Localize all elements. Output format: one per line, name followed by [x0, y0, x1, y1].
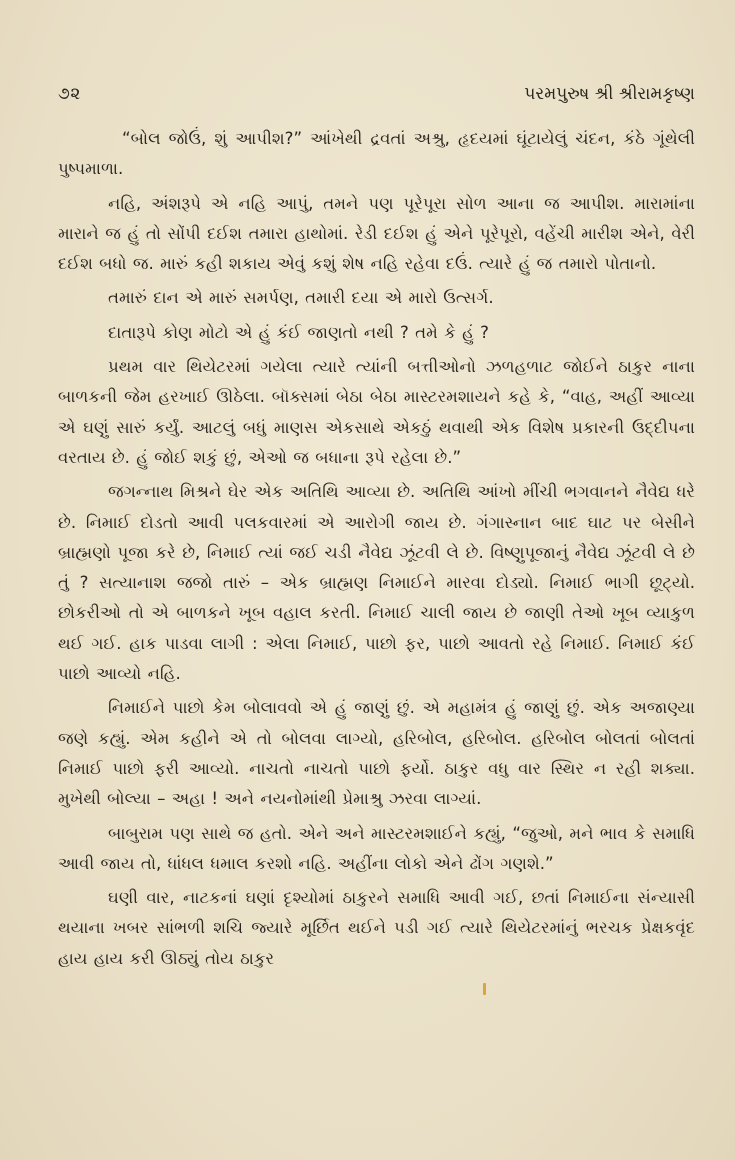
body-text [58, 124, 695, 978]
paragraph: નહિ, અંશરૂપે એ નહિ આપું, તમને પણ પૂરેપૂરા સોળ આના જ આપીશ. મારામાંના મારાને જ હું તો સોંપી દઈશ તમારા હાથોમાં. રેડી દઈશ હું એને પૂરેપૂરો, વહેંચી મારીશ એને, વેરી દઈશ બધો જ. મારું કહી શકાય એવું કશું શેષ નહિ રહેવા દઉં. ત્યારે હું જ તમારો પોતાનો. [58, 193, 695, 274]
paragraph: “બોલ જોઉં, શું આપીશ?” આંખેથી દ્રવતાં અશ્રુ, હૃદયમાં ઘૂંટાયેલું ચંદન, કંઠે ગૂંથેલી પુષ્પમાળા. [58, 129, 695, 179]
paragraph: જગન્નાથ મિશ્રને ઘેર એક અતિથિ આવ્યા છે. અતિથિ આંખો મીંચી ભગવાનને નૈવેદ્ય ધરે છે. નિમાઈ દોડતો આવી પલકવારમાં એ આરોગી જાય છે. ગંગાસ્નાન બાદ ઘાટ પર બેસીને બ્રાહ્મણો પૂજા કરે છે, નિમાઈ ત્યાં જઈ ચડી નૈવેદ્ય ઝૂંટવી લે છે. વિષ્ણુપૂજાનું નૈવેદ્ય ઝૂંટવી લે છે તું ? સત્યાનાશ જજો તારું – એક બ્રાહ્મણ નિમાઈને મારવા દોડ્યો. નિમાઈ ભાગી છૂટ્યો. છોકરીઓ તો એ બાળકને ખૂબ વહાલ કરતી. નિમાઈ ચાલી જાય છે જાણી તેઓ ખૂબ વ્યાકુળ થઈ ગઈ. હાક પાડવા લાગી : એલા નિમાઈ, પાછો ફર, પાછો આવતો રહે નિમાઈ. નિમાઈ કંઈ પાછો આવ્યો નહિ. [58, 482, 695, 684]
page-number: ૭૨ [58, 84, 81, 104]
paragraph: પ્રથમ વાર થિયેટરમાં ગયેલા ત્યારે ત્યાંની બત્તીઓનો ઝળહળાટ જોઈને ઠાકુર નાના બાળકની જેમ હરખાઈ ઊઠેલા. બૉક્સમાં બેઠા બેઠા માસ્ટરમશાયને કહે કે, “વાહ, અહીં આવ્યા એ ઘણું સારું કર્યું. આટલું બધું માણસ એકસાથે એકઠું થવાથી એક વિશેષ પ્રકારની ઉદ્દીપના વરતાય છે. હું જોઈ શકું છું, એઓ જ બધાના રૂપે રહેલા છે.” [58, 357, 695, 467]
paragraph: નિમાઈને પાછો કેમ બોલાવવો એ હું જાણું છું. એ મહામંત્ર હું જાણું છું. એક અજાણ્યા જણે કહ્યું. એમ કહીને એ તો બોલવા લાગ્યો, હરિબોલ, હરિબોલ. હરિબોલ બોલતાં બોલતાં નિમાઈ પાછો ફરી આવ્યો. નાચતો નાચતો પાછો ફર્યો. ઠાકુર વધુ વાર સ્થિર ન રહી શક્યા. મુખેથી બોલ્યા – અહા ! અને નયનોમાંથી પ્રેમાશ્રુ ઝરવા લાગ્યાં. [58, 698, 695, 809]
paragraph: તમારું દાન એ મારું સમર્પણ, તમારી દયા એ મારો ઉત્સર્ગ. [108, 288, 494, 308]
running-head: પરમપુરુષ શ્રી શ્રીરામકૃષ્ણ [524, 84, 695, 104]
ink-smudge [483, 983, 486, 995]
paragraph: દાતારૂપે કોણ મોટો એ હું કંઈ જાણતો નથી ? તમે કે હું ? [108, 322, 489, 342]
paragraph: ઘણી વાર, નાટકનાં ઘણાં દૃશ્યોમાં ઠાકુરને સમાધિ આવી ગઈ, છતાં નિમાઈના સંન્યાસી થયાના ખબર સાંભળી શચિ જ્યારે મૂર્છિત થઈને પડી ગઈ ત્યારે થિયેટરમાંનું ભરચક પ્રેક્ષકવૃંદ હાય હાય કરી ઊઠ્યું તોય ઠાકુર [58, 888, 695, 968]
paragraph: બાબુરામ પણ સાથે જ હતો. એને અને માસ્ટરમશાઈને કહ્યું, “જુઓ, મને ભાવ કે સમાધિ આવી જાય તો, ધાંધલ ધમાલ કરશો નહિ. અહીંના લોકો એને ઢોંગ ગણશે.” [58, 823, 695, 873]
